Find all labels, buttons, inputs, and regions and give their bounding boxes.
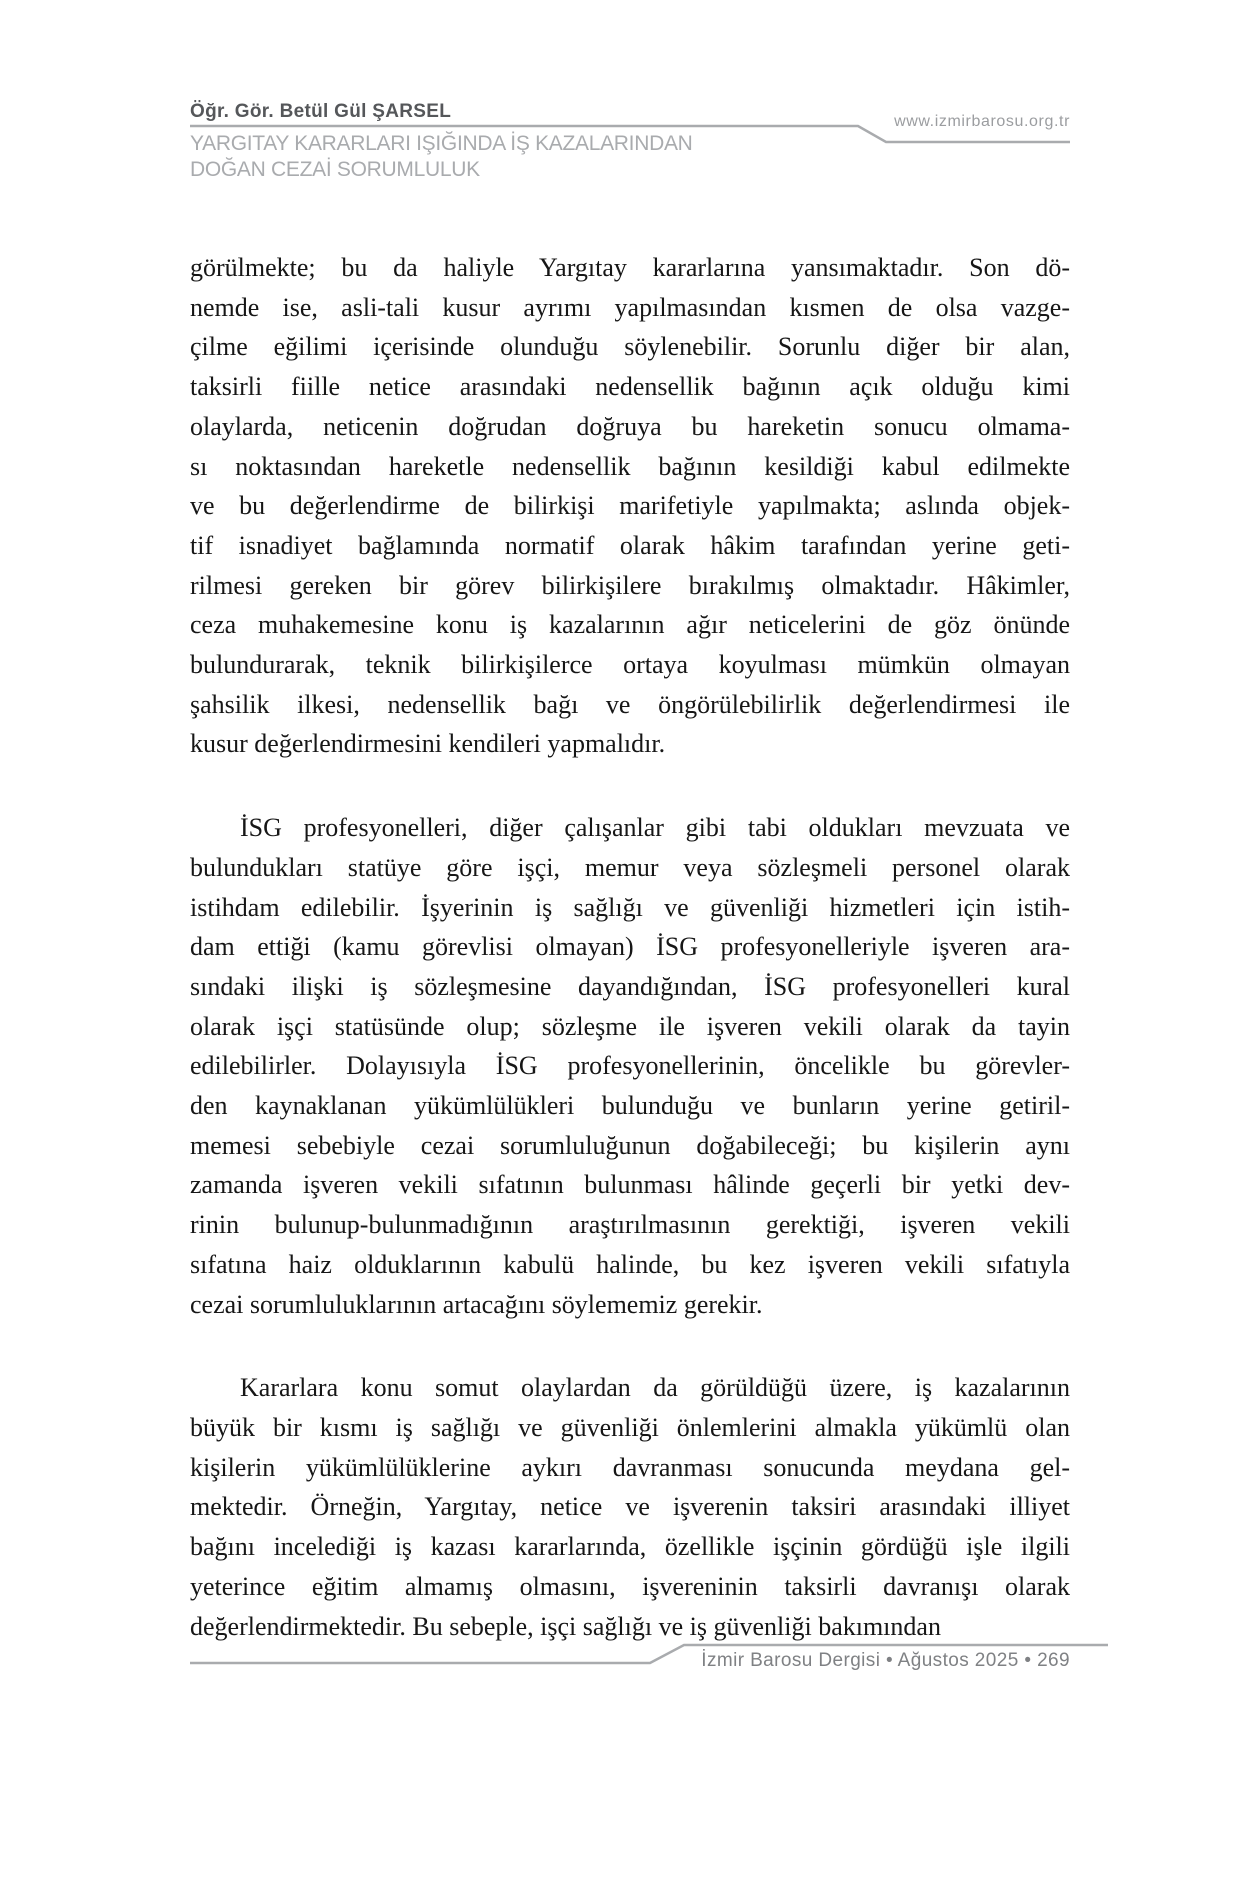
- text-line: zamanda işveren vekili sıfatının bulunması hâlinde geçerli bir yetki dev-: [190, 1170, 1070, 1200]
- website-url: www.izmirbarosu.org.tr: [894, 113, 1070, 130]
- footer-journal-info: İzmir Barosu Dergisi • Ağustos 2025 • 269: [701, 1650, 1070, 1671]
- text-line: taksirli fiille netice arasındaki nedensellik bağının açık olduğu kimi: [190, 372, 1070, 402]
- text-line: rilmesi gereken bir görev bilirkişilere bırakılmış olmaktadır. Hâkimler,: [190, 570, 1070, 600]
- text-line: rinin bulunup-bulunmadığının araştırılmasının gerektiği, işveren vekili: [190, 1210, 1070, 1240]
- text-line: sıfatına haiz olduklarının kabulü halinde, bu kez işveren vekili sıfatıyla: [190, 1249, 1070, 1279]
- author-name: Öğr. Gör. Betül Gül ŞARSEL: [190, 101, 452, 122]
- paragraph: [190, 808, 1070, 1324]
- text-line: tif isnadiyet bağlamında normatif olarak hâkim tarafından yerine geti-: [190, 530, 1070, 560]
- text-line: bağını incelediği iş kazası kararlarında, özellikle işçinin gördüğü işle ilgili: [190, 1532, 1070, 1562]
- text-line: bulundukları statüye göre işçi, memur veya sözleşmeli personel olarak: [190, 852, 1070, 882]
- text-line: olaylarda, neticenin doğrudan doğruya bu hareketin sonucu olmama-: [190, 411, 1070, 441]
- text-line: sı noktasından hareketle nedensellik bağının kesildiği kabul edilmekte: [190, 451, 1070, 481]
- text-line: değerlendirmektedir. Bu sebeple, işçi sağlığı ve iş güvenliği bakımından: [190, 1611, 941, 1641]
- text-line: sındaki ilişki iş sözleşmesine dayandığından, İSG profesyonelleri kural: [190, 971, 1070, 1001]
- text-line: istihdam edilebilir. İşyerinin iş sağlığı ve güvenliği hizmetleri için istih-: [190, 892, 1070, 922]
- text-line: yeterince eğitim almamış olmasını, işvereninin taksirli davranışı olarak: [190, 1571, 1070, 1601]
- text-line: bulundurarak, teknik bilirkişilerce ortaya koyulması mümkün olmayan: [190, 650, 1070, 680]
- text-line: edilebilirler. Dolayısıyla İSG profesyonellerinin, öncelikle bu görevler-: [190, 1051, 1070, 1081]
- text-line: den kaynaklanan yükümlülükleri bulunduğu ve bunların yerine getiril-: [190, 1091, 1070, 1121]
- text-line: Kararlara konu somut olaylardan da görüldüğü üzere, iş kazalarının: [240, 1373, 1070, 1403]
- text-line: görülmekte; bu da haliyle Yargıtay kararlarına yansımaktadır. Son dö-: [190, 253, 1070, 282]
- text-line: İSG profesyonelleri, diğer çalışanlar gibi tabi oldukları mevzuata ve: [240, 813, 1070, 843]
- paragraph: [190, 1368, 1070, 1646]
- text-line: büyük bir kısmı iş sağlığı ve güvenliği önlemlerini almakla yükümlü olan: [190, 1412, 1070, 1442]
- text-line: olarak işçi statüsünde olup; sözleşme ile işveren vekili olarak da tayin: [190, 1011, 1070, 1041]
- text-line: çilme eğilimi içerisinde olunduğu söylenebilir. Sorunlu diğer bir alan,: [190, 332, 1070, 362]
- body-text: [190, 248, 1070, 1646]
- text-line: nemde ise, asli-tali kusur ayrımı yapılmasından kısmen de olsa vazge-: [190, 292, 1070, 322]
- article-title-line1: YARGITAY KARARLARI IŞIĞINDA İŞ KAZALARINDAN: [190, 132, 693, 155]
- text-line: memesi sebebiyle cezai sorumluluğunun doğabileceği; bu kişilerin aynı: [190, 1130, 1070, 1160]
- text-line: mektedir. Örneğin, Yargıtay, netice ve işverenin taksiri arasındaki illiyet: [190, 1492, 1070, 1522]
- text-line: şahsilik ilkesi, nedensellik bağı ve öngörülebilirlik değerlendirmesi ile: [190, 689, 1070, 719]
- text-line: ceza muhakemesine konu iş kazalarının ağır neticelerini de göz önünde: [190, 610, 1070, 640]
- article-title: [190, 131, 693, 182]
- text-line: kişilerin yükümlülüklerine aykırı davranması sonucunda meydana gel-: [190, 1452, 1070, 1482]
- text-line: ve bu değerlendirme de bilirkişi marifetiyle yapılmakta; aslında objek-: [190, 491, 1070, 521]
- text-line: cezai sorumluluklarının artacağını söylememiz gerekir.: [190, 1289, 763, 1319]
- paragraph: [190, 248, 1070, 764]
- text-line: dam ettiği (kamu görevlisi olmayan) İSG profesyonelleriyle işveren ara-: [190, 932, 1070, 962]
- text-line: kusur değerlendirmesini kendileri yapmalıdır.: [190, 729, 666, 759]
- article-title-line2: DOĞAN CEZAİ SORUMLULUK: [190, 157, 480, 181]
